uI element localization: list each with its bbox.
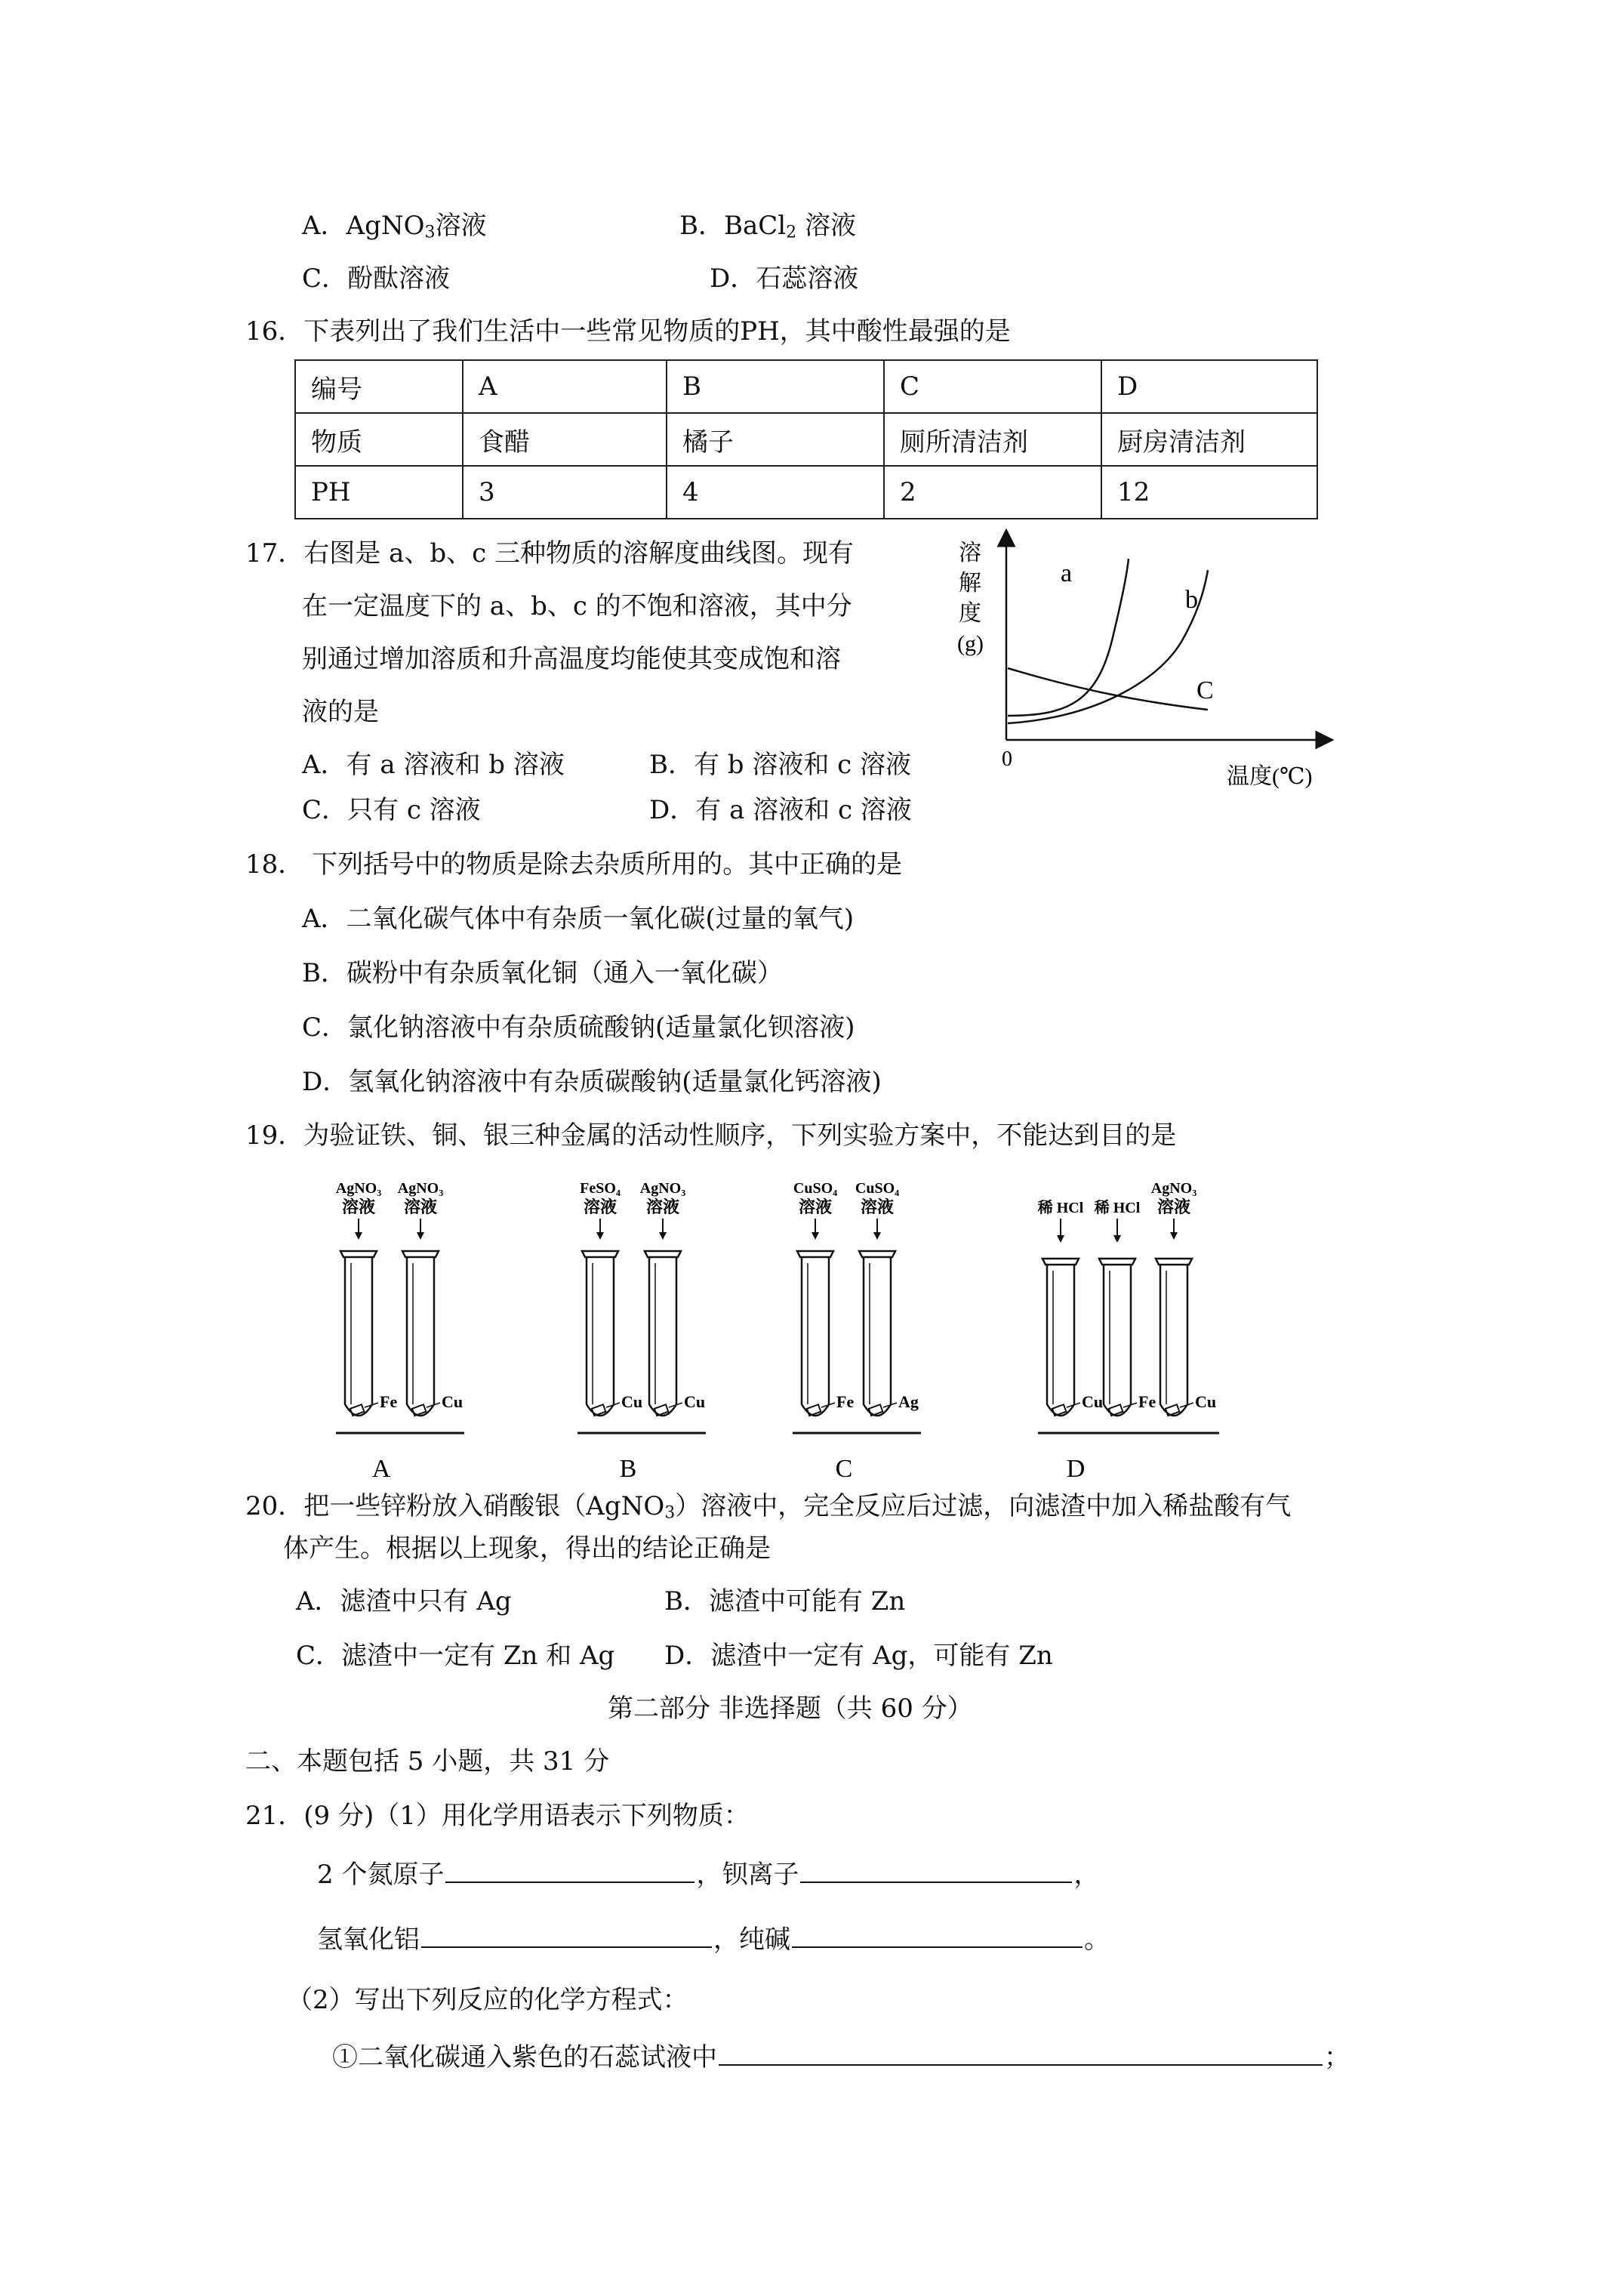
reagent-label: CuSO₄ [855, 1180, 900, 1197]
table-cell: 食醋 [463, 413, 667, 466]
q21-eq1: ①二氧化碳通入紫色的石蕊试液中 ； [332, 2042, 1350, 2073]
table-row [295, 466, 1317, 519]
test-tube [649, 1257, 676, 1416]
q18-stem: 18． 下列括号中的物质是除去杂质所用的。其中正确的是 [245, 849, 903, 880]
metal-label: Fe [836, 1392, 855, 1411]
q21-item1-label: 2 个氮原子 [317, 1860, 445, 1890]
metal-label: Fe [380, 1392, 398, 1411]
metal-label: Cu [1082, 1392, 1104, 1411]
answer-blank[interactable] [719, 2063, 1323, 2066]
part2-title: 第二部分 非选择题（共 60 分） [608, 1693, 973, 1724]
q18-option-b: B．碳粉中有杂质氧化铜（通入一氧化碳） [302, 958, 783, 988]
table-cell: 3 [463, 466, 667, 519]
group-label: C [835, 1455, 853, 1483]
q18-option-c: C．氯化钠溶液中有杂质硫酸钠(适量氯化钡溶液) [302, 1012, 855, 1043]
table-cell: C [884, 360, 1101, 413]
table-cell: 4 [667, 466, 884, 519]
tube-lip [1099, 1259, 1135, 1265]
curve-c [1008, 668, 1208, 710]
ph-table [294, 359, 1318, 519]
arrow-head [812, 1232, 819, 1240]
table-row [295, 413, 1317, 466]
test-tube [407, 1257, 434, 1416]
group-label: B [619, 1455, 637, 1483]
q20-option-c: C．滤渣中一定有 Zn 和 Ag [296, 1641, 615, 1671]
table-cell: 物质 [295, 413, 463, 466]
q17-option-d: D．有 a 溶液和 c 溶液 [649, 795, 912, 825]
metal-label: Cu [1195, 1392, 1217, 1411]
arrow-head [596, 1232, 604, 1240]
curve-a-label: a [1061, 559, 1073, 587]
q21-part2: （2）写出下列反应的化学方程式： [287, 1985, 688, 2015]
tube-lip [1042, 1259, 1079, 1265]
q18-option-d: D．氢氧化钠溶液中有杂质碳酸钠(适量氯化钙溶液) [302, 1067, 882, 1097]
reagent-solution-label: 溶液 [403, 1197, 438, 1216]
reagent-label: CuSO₄ [793, 1180, 838, 1197]
q21-item3-label: 氢氧化铝 [317, 1925, 420, 1955]
tube-lip [797, 1251, 833, 1257]
q20-option-b: B．滤渣中可能有 Zn [664, 1586, 906, 1616]
arrow-head [873, 1232, 881, 1240]
y-label-3: 度 [959, 601, 981, 626]
q17-stem-line3: 别通过增加溶质和升高温度均能使其变成饱和溶 [302, 644, 841, 674]
table-cell: D [1101, 360, 1317, 413]
answer-blank[interactable] [421, 1946, 712, 1948]
test-tube-diagrams [0, 1178, 1623, 1487]
q16-stem: 16．下表列出了我们生活中一些常见物质的PH，其中酸性最强的是 [245, 316, 1011, 347]
reagent-solution-label: 溶液 [341, 1197, 376, 1216]
test-tube [1104, 1265, 1131, 1416]
q20-stem-line2: 体产生。根据以上现象，得出的结论正确是 [283, 1533, 771, 1564]
arrow-head [659, 1232, 667, 1240]
metal-label: Cu [442, 1392, 463, 1411]
metal-label: Fe [1138, 1392, 1156, 1411]
reagent-solution-label: 溶液 [583, 1197, 617, 1216]
table-cell: A [463, 360, 667, 413]
table-cell: 橘子 [667, 413, 884, 466]
q20-option-a: A．滤渣中只有 Ag [296, 1586, 512, 1616]
q20-option-d: D．滤渣中一定有 Ag，可能有 Zn [664, 1641, 1053, 1671]
tube-lip [645, 1251, 681, 1257]
arrow-head [355, 1232, 362, 1240]
y-label-2: 解 [959, 571, 981, 596]
answer-blank[interactable] [792, 1946, 1083, 1948]
origin-label: 0 [1002, 747, 1012, 771]
y-label-4: (g) [957, 631, 984, 656]
reagent-label: FeSO₄ [580, 1180, 621, 1197]
curve-b [1008, 570, 1208, 723]
table-cell: 2 [884, 466, 1101, 519]
table-cell: 厕所清洁剂 [884, 413, 1101, 466]
q21-stem: 21．(9 分)（1）用化学用语表示下列物质： [245, 1801, 750, 1831]
solubility-graph [947, 529, 1340, 793]
arrow-head [1113, 1235, 1121, 1243]
q17-option-c: C．只有 c 溶液 [302, 795, 481, 825]
reagent-solution-label: 溶液 [1156, 1197, 1191, 1216]
reagent-label: AgNO₃ [639, 1180, 686, 1197]
metal-label: Ag [898, 1392, 919, 1411]
table-cell: PH [295, 466, 463, 519]
q20-stem-line1: 20．把一些锌粉放入硝酸银（AgNO$_3$）溶液中，完全反应后过滤，向滤渣中加入稀盐酸有气 [245, 1491, 1292, 1523]
test-tube [864, 1257, 891, 1416]
q21-item4-label: 纯碱 [739, 1925, 790, 1955]
tube-lip [402, 1251, 439, 1257]
q15-option-b: B．BaCl$_2$ 溶液 [679, 211, 857, 242]
q17-stem-line1: 17．右图是 a、b、c 三种物质的溶解度曲线图。现有 [245, 538, 854, 569]
table-cell: 编号 [295, 360, 463, 413]
q15-option-a: A．AgNO$_3$溶液 [302, 211, 487, 242]
q17-option-a: A．有 a 溶液和 b 溶液 [302, 750, 565, 780]
test-tube [802, 1257, 829, 1416]
test-tube [345, 1257, 372, 1416]
group-label: D [1066, 1455, 1086, 1483]
reagent-solution-label: 溶液 [798, 1197, 833, 1216]
reagent-label: AgNO₃ [335, 1180, 382, 1197]
tube-lip [859, 1251, 895, 1257]
q17-stem-line2: 在一定温度下的 a、b、c 的不饱和溶液，其中分 [302, 591, 852, 621]
q15-option-d: D．石蕊溶液 [710, 264, 859, 294]
table-cell: 12 [1101, 466, 1317, 519]
reagent-label: AgNO₃ [1150, 1180, 1197, 1197]
q17-option-b: B．有 b 溶液和 c 溶液 [649, 750, 912, 780]
curve-b-label: b [1185, 586, 1198, 614]
y-label-1: 溶 [959, 541, 981, 566]
test-tube [587, 1257, 614, 1416]
arrow-head [1057, 1235, 1064, 1243]
q21-item2-label: 钡离子 [722, 1860, 799, 1890]
curve-c-label: C [1196, 676, 1214, 704]
arrow-head [1170, 1232, 1178, 1240]
x-axis-label: 温度(℃) [1227, 764, 1313, 789]
metal-label: Cu [621, 1392, 643, 1411]
answer-blank[interactable] [800, 1881, 1072, 1883]
answer-blank[interactable] [445, 1881, 694, 1883]
tube-lip [582, 1251, 618, 1257]
arrow-head [417, 1232, 424, 1240]
tube-lip [1156, 1259, 1192, 1265]
q21-eq1-label: ①二氧化碳通入紫色的石蕊试液中 [332, 2042, 717, 2073]
tube-lip [340, 1251, 377, 1257]
group-label: A [371, 1455, 391, 1483]
table-cell: 厨房清洁剂 [1101, 413, 1317, 466]
q19-stem: 19．为验证铁、铜、银三种金属的活动性顺序，下列实验方案中，不能达到目的是 [245, 1120, 1177, 1151]
metal-label: Cu [684, 1392, 706, 1411]
reagent-label: 稀 HCl [1094, 1200, 1141, 1216]
section2-title: 二、本题包括 5 小题，共 31 分 [245, 1746, 610, 1777]
reagent-solution-label: 溶液 [645, 1197, 680, 1216]
test-tube [1160, 1265, 1187, 1416]
q17-stem-line4: 液的是 [302, 697, 379, 727]
reagent-solution-label: 溶液 [860, 1197, 895, 1216]
table-cell: B [667, 360, 884, 413]
reagent-label: AgNO₃ [397, 1180, 444, 1197]
q21-line1: 2 个氮原子 ，钡离子 ， [317, 1860, 1100, 1890]
q18-option-a: A．二氧化碳气体中有杂质一氧化碳(过量的氧气) [302, 904, 855, 934]
table-row [295, 360, 1317, 413]
q21-line2: 氢氧化铝 ，纯碱 。 [317, 1925, 1110, 1955]
reagent-label: 稀 HCl [1037, 1200, 1084, 1216]
q15-option-c: C．酚酞溶液 [302, 264, 451, 294]
test-tube [1047, 1265, 1074, 1416]
